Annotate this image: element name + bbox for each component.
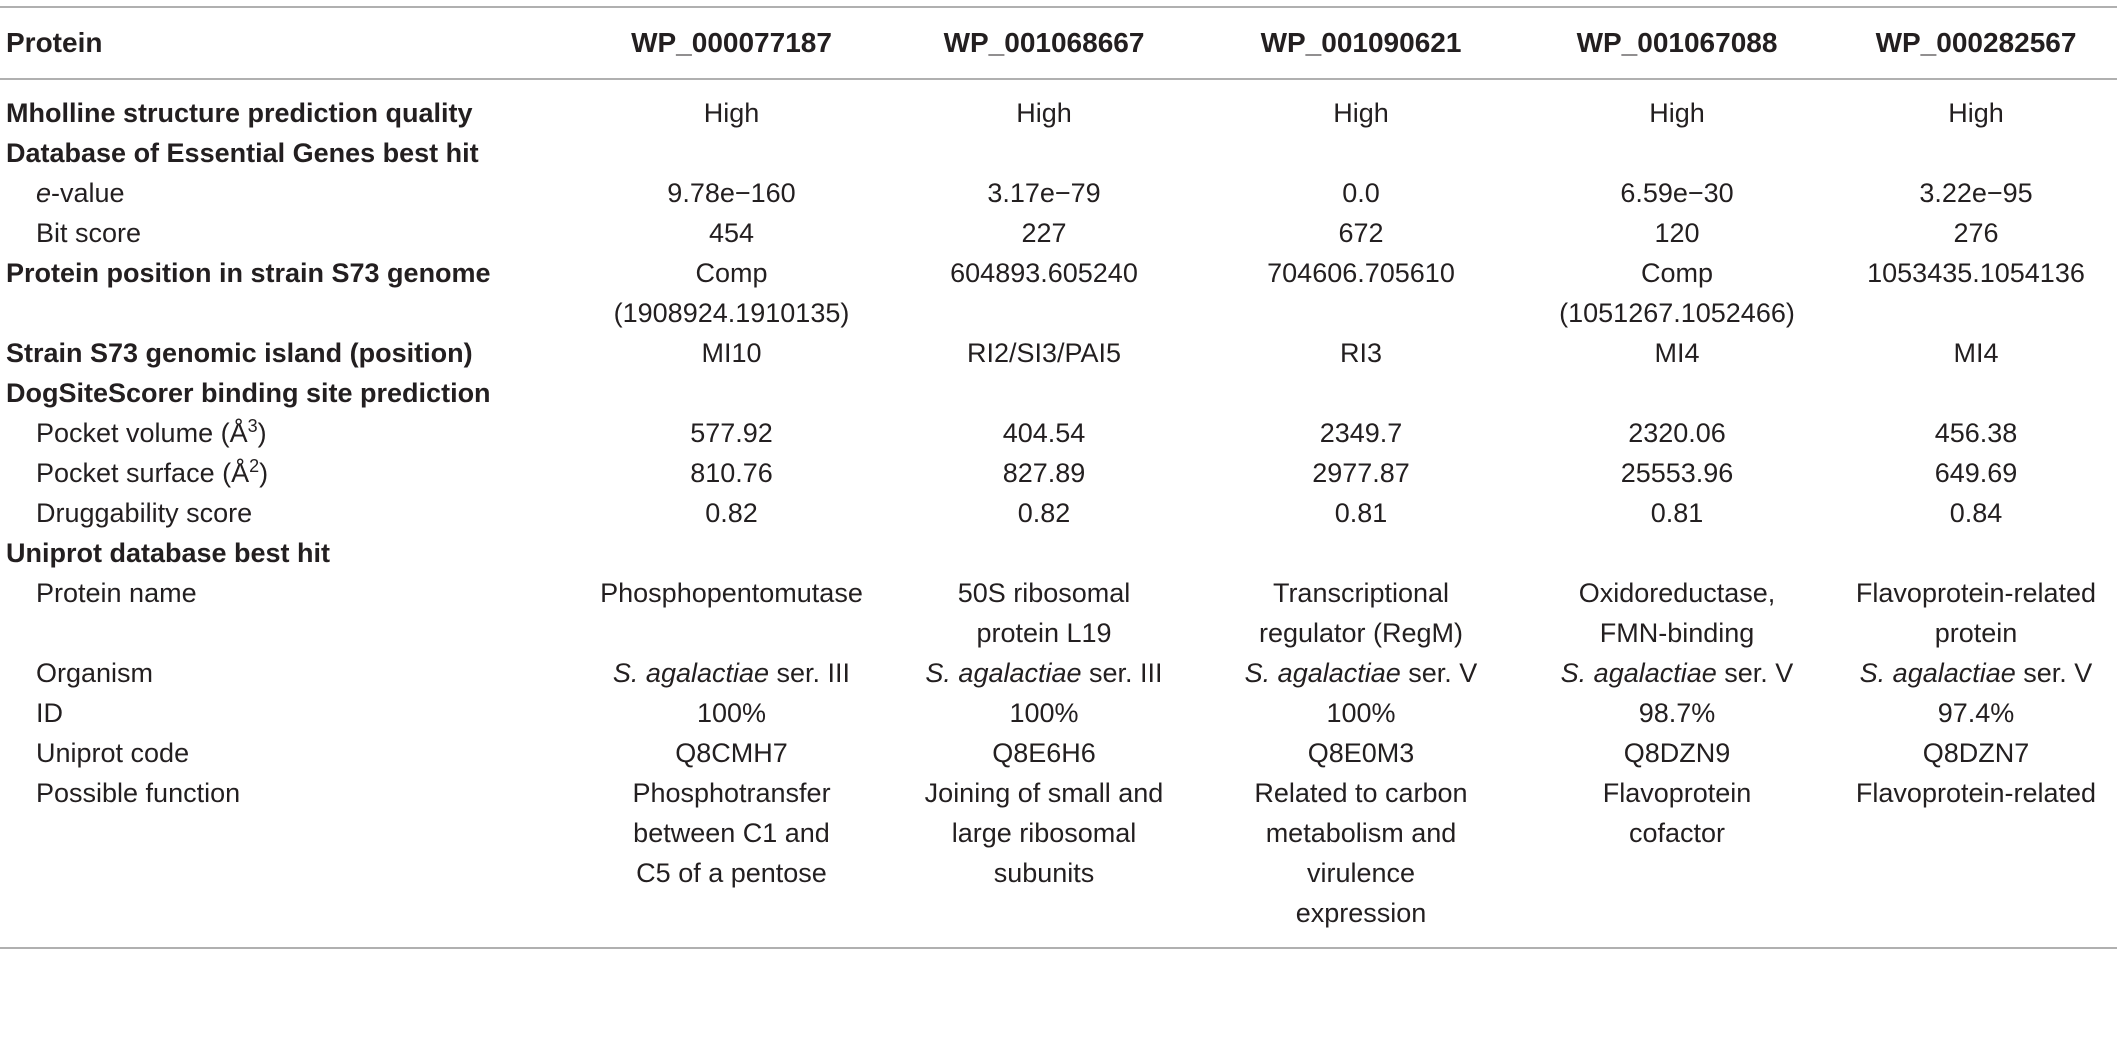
- cell-line: Comp: [1640, 258, 1714, 288]
- organism-genus: S. agalactiae: [1244, 658, 1401, 688]
- table-cell: 649.69: [1934, 458, 2018, 488]
- row-label-pocket-surface: [0, 453, 578, 493]
- row-label-bitscore: Bit score: [36, 218, 142, 248]
- evalue-rest: -value: [51, 178, 125, 208]
- table-cell: 227: [1021, 218, 1067, 248]
- table-row: [0, 773, 2117, 948]
- header-protein-label: Protein: [0, 7, 578, 79]
- table-cell: 97.4%: [1937, 698, 2015, 728]
- table-cell: [1835, 573, 2117, 653]
- row-label-druggability: Druggability score: [36, 498, 253, 528]
- data-table: [0, 6, 2117, 949]
- cell-line: Joining of small and: [924, 778, 1164, 808]
- cell-line: between C1 and: [633, 818, 830, 848]
- table-cell: [578, 253, 885, 333]
- table-cell: High: [703, 98, 760, 128]
- table-cell: [1203, 653, 1519, 693]
- table-cell: [1203, 253, 1519, 333]
- organism-serotype: ser. III: [769, 658, 851, 688]
- table-row: [0, 173, 2117, 213]
- table-cell: 0.82: [1017, 498, 1071, 528]
- table-cell: [885, 573, 1203, 653]
- table-row: [0, 453, 2117, 493]
- cell-line: Flavoprotein-related: [1855, 778, 2097, 808]
- table-cell: MI10: [701, 338, 762, 368]
- table-cell: Q8CMH7: [675, 738, 788, 768]
- cell-line: expression: [1295, 898, 1427, 928]
- header-protein-id: WP_001090621: [1203, 7, 1519, 79]
- table-cell: 25553.96: [1620, 458, 1734, 488]
- row-label-identity: ID: [36, 698, 63, 728]
- cell-line: Related to carbon: [1254, 778, 1468, 808]
- table-cell: MI4: [1654, 338, 1700, 368]
- table-cell: [578, 653, 885, 693]
- table-cell: 3.17e−79: [987, 178, 1101, 208]
- section-label-uniprot: Uniprot database best hit: [6, 538, 331, 568]
- table-cell: 0.81: [1334, 498, 1388, 528]
- organism-serotype: ser. III: [1081, 658, 1163, 688]
- table-cell: [885, 773, 1203, 948]
- cell-line: 704606.705610: [1267, 258, 1455, 288]
- cell-line: regulator (RegM): [1258, 618, 1464, 648]
- row-label-organism: Organism: [36, 658, 154, 688]
- table-cell: [885, 653, 1203, 693]
- table-cell: 100%: [696, 698, 767, 728]
- table-cell: 456.38: [1934, 418, 2018, 448]
- section-row: [0, 133, 2117, 173]
- table-cell: 0.82: [705, 498, 758, 528]
- cell-line: Flavoprotein: [1602, 778, 1752, 808]
- cell-line: large ribosomal: [951, 818, 1137, 848]
- table-row: [0, 493, 2117, 533]
- header-protein-id: WP_000282567: [1835, 7, 2117, 79]
- evalue-italic: e: [36, 178, 52, 208]
- table-cell: 3.22e−95: [1919, 178, 2033, 208]
- header-protein-id: WP_001067088: [1519, 7, 1835, 79]
- table-row: [0, 333, 2117, 373]
- table-cell: [885, 253, 1203, 333]
- table-cell: High: [1333, 98, 1389, 128]
- header-protein-id: WP_000077187: [578, 7, 885, 79]
- label-end: ): [257, 418, 267, 448]
- table-cell: High: [1948, 98, 2004, 128]
- cell-line: Comp: [695, 258, 768, 288]
- organism-genus: S. agalactiae: [1560, 658, 1717, 688]
- organism-genus: S. agalactiae: [612, 658, 770, 688]
- cell-line: subunits: [993, 858, 1095, 888]
- table-cell: 276: [1953, 218, 1999, 248]
- table-cell: 100%: [1009, 698, 1079, 728]
- cell-line: Oxidoreductase,: [1578, 578, 1776, 608]
- table-cell: RI2/SI3/PAI5: [966, 338, 1122, 368]
- table-cell: Q8DZN7: [1922, 738, 2030, 768]
- row-label-protein-name: Protein name: [36, 578, 197, 608]
- table-row: [0, 733, 2117, 773]
- section-row: [0, 533, 2117, 573]
- table-cell: 0.84: [1949, 498, 2003, 528]
- label-end: ): [259, 458, 269, 488]
- cell-line: metabolism and: [1265, 818, 1457, 848]
- table-cell: [1203, 773, 1519, 948]
- organism-genus: S. agalactiae: [1859, 658, 2016, 688]
- cell-line: (1908924.1910135): [613, 298, 850, 328]
- table-cell: 577.92: [690, 418, 773, 448]
- cell-line: 1053435.1054136: [1867, 258, 2085, 288]
- table-row: [0, 213, 2117, 253]
- table-cell: 827.89: [1002, 458, 1086, 488]
- cell-line: virulence: [1306, 858, 1416, 888]
- label-superscript: 2: [249, 456, 260, 476]
- table-cell: [1835, 653, 2117, 693]
- table-cell: Q8DZN9: [1623, 738, 1731, 768]
- table-cell: 120: [1654, 218, 1700, 248]
- cell-line: 604893.605240: [950, 258, 1138, 288]
- table-row: [0, 79, 2117, 133]
- table-cell: MI4: [1953, 338, 1999, 368]
- table-cell: 9.78e−160: [667, 178, 796, 208]
- section-label-deg: Database of Essential Genes best hit: [6, 138, 479, 168]
- table-row: [0, 253, 2117, 333]
- cell-line: (1051267.1052466): [1559, 298, 1795, 328]
- table-row: [0, 573, 2117, 653]
- cell-line: Phosphopentomutase: [600, 578, 863, 608]
- cell-line: protein L19: [976, 618, 1112, 648]
- label-superscript: 3: [247, 416, 258, 436]
- row-label-island: Strain S73 genomic island (position): [6, 338, 473, 368]
- section-label-dogsite: DogSiteScorer binding site prediction: [6, 378, 491, 408]
- table-row: [0, 693, 2117, 733]
- table-cell: 6.59e−30: [1620, 178, 1734, 208]
- cell-line: Transcriptional: [1272, 578, 1450, 608]
- table-cell: 2349.7: [1319, 418, 1403, 448]
- protein-comparison-table: [0, 6, 2117, 1063]
- table-cell: High: [1649, 98, 1705, 128]
- organism-serotype: ser. V: [1716, 658, 1794, 688]
- organism-serotype: ser. V: [2015, 658, 2093, 688]
- label-main: Pocket volume (Å: [36, 418, 248, 448]
- table-cell: [1519, 653, 1835, 693]
- cell-line: 50S ribosomal: [957, 578, 1131, 608]
- cell-line: C5 of a pentose: [636, 858, 827, 888]
- table-row: [0, 413, 2117, 453]
- cell-line: Phosphotransfer: [632, 778, 831, 808]
- table-cell: [1835, 253, 2117, 333]
- table-cell: 98.7%: [1638, 698, 1716, 728]
- row-label-evalue: [0, 173, 578, 213]
- table-cell: 0.81: [1650, 498, 1704, 528]
- row-label-position: Protein position in strain S73 genome: [6, 258, 491, 288]
- table-cell: Q8E0M3: [1307, 738, 1415, 768]
- cell-line: protein: [1934, 618, 2018, 648]
- cell-line: FMN-binding: [1599, 618, 1755, 648]
- table-cell: 0.0: [1342, 178, 1380, 208]
- organism-serotype: ser. V: [1400, 658, 1478, 688]
- table-cell: 404.54: [1002, 418, 1086, 448]
- table-cell: 672: [1338, 218, 1384, 248]
- table-cell: [1519, 253, 1835, 333]
- table-cell: 2977.87: [1312, 458, 1410, 488]
- row-label-function: Possible function: [0, 773, 578, 948]
- table-cell: [1203, 573, 1519, 653]
- table-cell: [1835, 773, 2117, 948]
- table-cell: [1519, 773, 1835, 948]
- table-cell: 810.76: [690, 458, 773, 488]
- table-cell: 100%: [1326, 698, 1396, 728]
- table-cell: [578, 573, 885, 653]
- header-row: [0, 7, 2117, 79]
- table-cell: 2320.06: [1628, 418, 1726, 448]
- organism-genus: S. agalactiae: [925, 658, 1082, 688]
- section-row: [0, 373, 2117, 413]
- table-cell: [578, 773, 885, 948]
- table-cell: 454: [708, 218, 755, 248]
- row-label-uniprot-code: Uniprot code: [36, 738, 190, 768]
- row-label-mholline: Mholline structure prediction quality: [6, 98, 473, 128]
- table-cell: RI3: [1339, 338, 1383, 368]
- cell-line: cofactor: [1628, 818, 1726, 848]
- table-cell: Q8E6H6: [992, 738, 1096, 768]
- row-label-pocket-volume: [0, 413, 578, 453]
- cell-line: Flavoprotein-related: [1855, 578, 2097, 608]
- header-protein-id: WP_001068667: [885, 7, 1203, 79]
- label-main: Pocket surface (Å: [36, 458, 250, 488]
- table-row: [0, 653, 2117, 693]
- table-cell: [1519, 573, 1835, 653]
- table-cell: High: [1016, 98, 1072, 128]
